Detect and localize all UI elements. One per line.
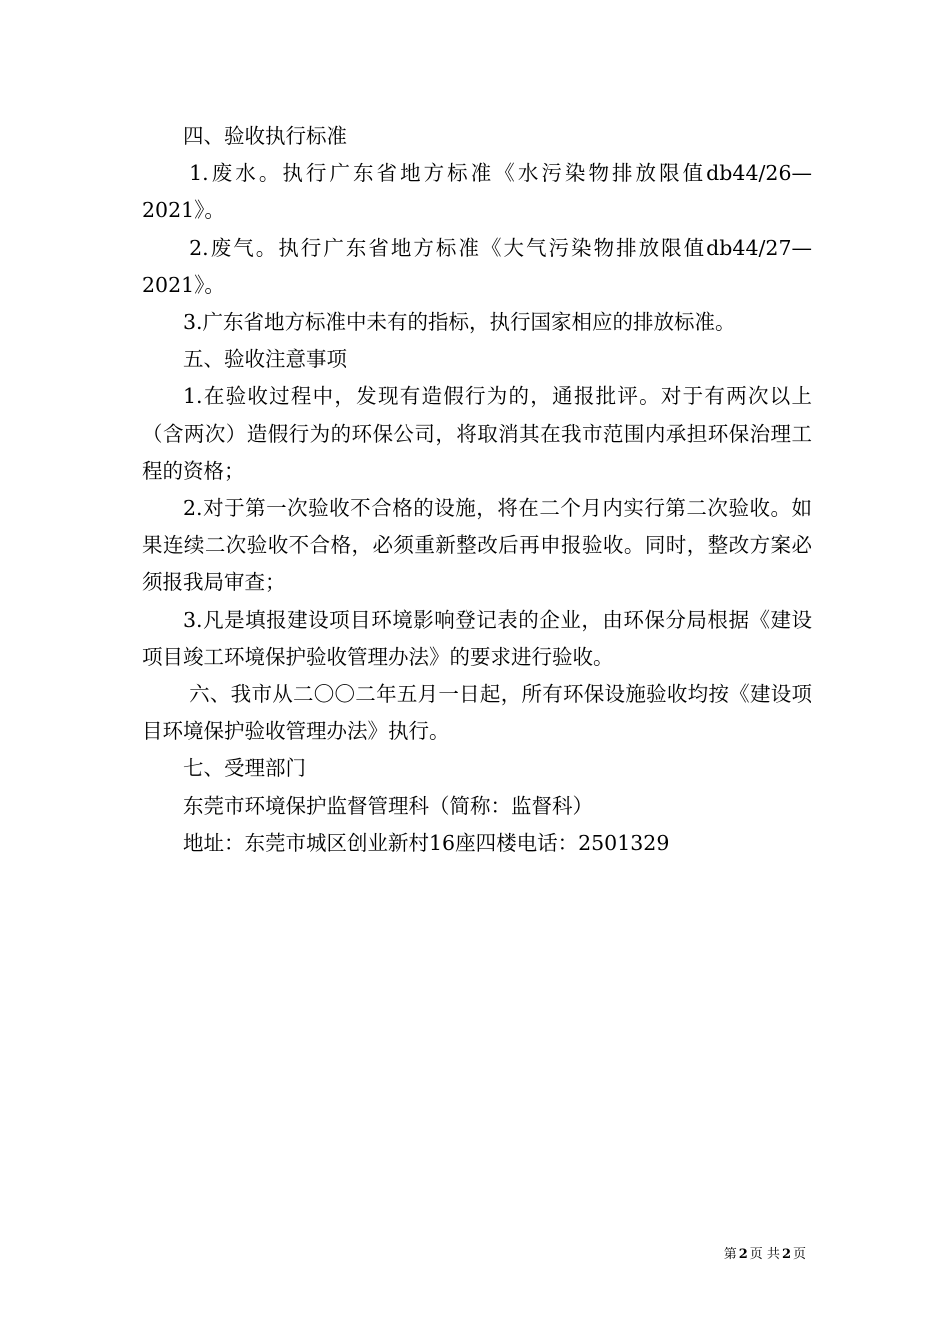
footer-prefix: 第 [723, 1247, 737, 1262]
section-5-heading: 五、验收注意事项 [183, 347, 347, 372]
section-4-item-1: 1.废水。执行广东省地方标准《水污染物排放限值db44/26—2021》。 [142, 161, 812, 223]
footer-current-page: 2 [738, 1247, 748, 1262]
section-5-item-3: 3.凡是填报建设项目环境影响登记表的企业，由环保分局根据《建设项目竣工环境保护验收管理办法》的要求进行验收。 [142, 607, 812, 669]
section-6-paragraph: 六、我市从二〇〇二年五月一日起，所有环保设施验收均按《建设项目环境保护验收管理办法》执行。 [142, 682, 812, 744]
section-5-item-2: 2.对于第一次验收不合格的设施，将在二个月内实行第二次验收。如果连续二次验收不合格，必须重新整改后再申报验收。同时，整改方案必须报我局审查； [142, 496, 812, 595]
section-4-item-3: 3.广东省地方标准中未有的指标，执行国家相应的排放标准。 [183, 310, 736, 335]
section-7-heading: 七、受理部门 [183, 756, 306, 781]
section-7-department: 东莞市环境保护监督管理科（简称：监督科） [183, 793, 593, 818]
section-4-item-2: 2.废气。执行广东省地方标准《大气污染物排放限值db44/27—2021》。 [142, 235, 812, 297]
footer-total-pages: 2 [781, 1247, 791, 1262]
footer-suffix: 页 [792, 1247, 806, 1262]
page-number-footer [724, 1247, 806, 1263]
document-body [142, 118, 812, 862]
section-4-heading: 四、验收执行标准 [183, 124, 347, 148]
footer-middle: 页 共 [749, 1247, 780, 1262]
section-5-item-1: 1.在验收过程中，发现有造假行为的，通报批评。对于有两次以上（含两次）造假行为的环保公司，将取消其在我市范围内承担环保治理工程的资格； [142, 384, 812, 483]
section-7-address: 地址：东莞市城区创业新村16座四楼电话：2501329 [183, 830, 670, 855]
